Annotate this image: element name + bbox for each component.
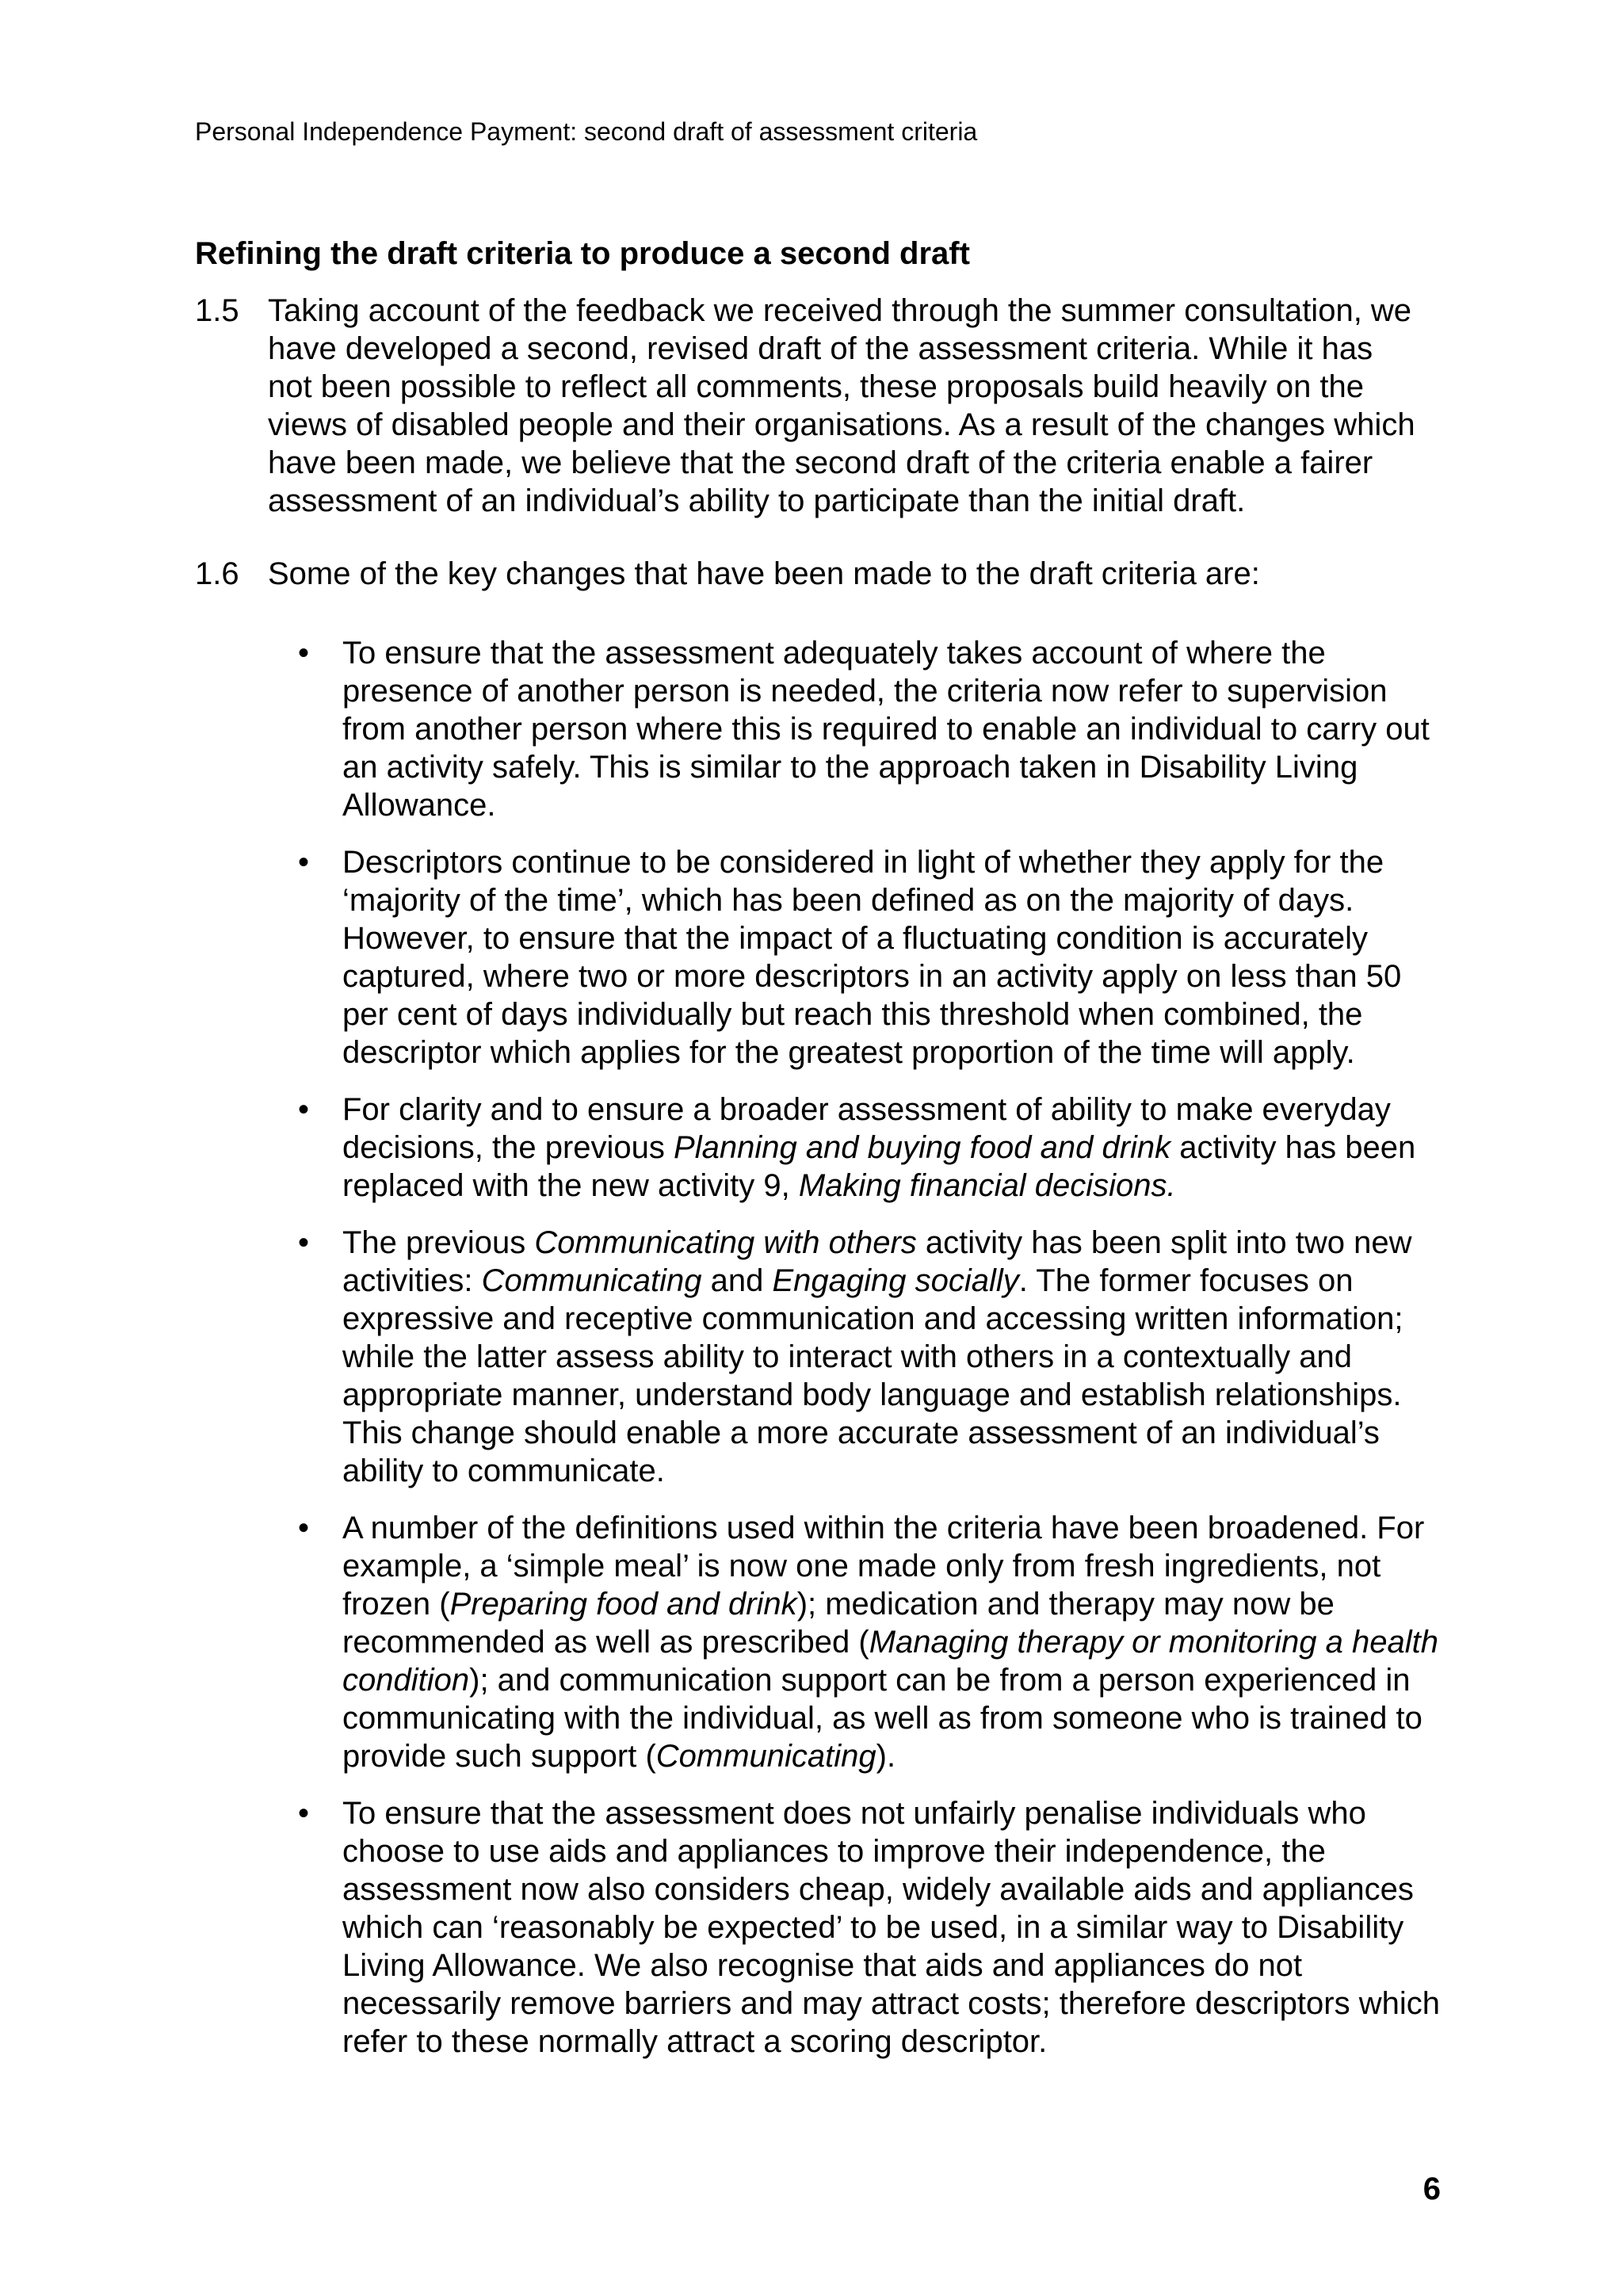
paragraph-1-5 bbox=[195, 292, 1439, 520]
text-run: . The former focuses on expressive and receptive communication and accessing written information; while the latter assess ability to interact with others in a contextually and appropriate manner, understand body language and establish relationships. This change should enable a more accurate assessment of an individual’s ability to communicate. bbox=[342, 1263, 1403, 1488]
list-item-text bbox=[342, 1091, 1449, 1205]
italic-term: Communicating bbox=[481, 1263, 702, 1298]
text-run: The previous bbox=[342, 1225, 535, 1260]
italic-term: Making financial decisions. bbox=[798, 1168, 1176, 1203]
text-run: ); and communication support can be from a person experienced in communicating with the individual, as well as from someone who is trained to provide such support ( bbox=[342, 1663, 1423, 1774]
paragraph-number: 1.5 bbox=[195, 293, 239, 328]
list-item bbox=[292, 634, 1449, 824]
text-run: A number of the definitions used within the criteria have been broadened. For example, a ‘simple meal’ is now one made only from fresh ingredients, not frozen ( bbox=[342, 1511, 1425, 1622]
list-item-text bbox=[342, 1794, 1449, 2061]
bullet-icon: • bbox=[297, 1511, 309, 1545]
bullet-icon: • bbox=[297, 1225, 309, 1260]
paragraph-number: 1.6 bbox=[195, 556, 239, 591]
text-run: To ensure that the assessment adequately takes account of where the presence of another person is needed, the criteria now refer to supervision from another person where this is required to enable an individual to carry out an activity safely. This is similar to the approach taken in Disability Living Allowance. bbox=[342, 636, 1430, 823]
key-changes-list bbox=[292, 634, 1449, 2080]
list-item bbox=[292, 1224, 1449, 1490]
text-run: ); medication and therapy may now be recommended as well as prescribed ( bbox=[342, 1587, 1335, 1660]
page-number: 6 bbox=[1423, 2172, 1441, 2206]
italic-term: Managing therapy or monitoring a health condition bbox=[342, 1625, 1438, 1698]
italic-term: Preparing food and drink bbox=[449, 1587, 797, 1622]
text-run: To ensure that the assessment does not unfairly penalise individuals who choose to use aids and appliances to improve their independence, the assessment now also considers cheap, widely available aids and appliances which can ‘reasonably be expected’ to be used, in a similar way to Disability Living Allowance. We also recognise that aids and appliances do not necessarily remove barriers and may attract costs; therefore descriptors which refer to these normally attract a scoring descriptor. bbox=[342, 1796, 1440, 2059]
list-item bbox=[292, 1091, 1449, 1205]
text-run: activity has been replaced with the new activity 9, bbox=[342, 1130, 1416, 1203]
bullet-icon: • bbox=[297, 636, 309, 670]
paragraph-text: Some of the key changes that have been made to the draft criteria are: bbox=[268, 556, 1260, 591]
text-run: activity has been split into two new activities: bbox=[342, 1225, 1412, 1298]
list-item bbox=[292, 843, 1449, 1072]
list-item bbox=[292, 1509, 1449, 1775]
running-header: Personal Independence Payment: second draft of assessment criteria bbox=[195, 117, 978, 146]
section-heading: Refining the draft criteria to produce a second draft bbox=[195, 236, 970, 271]
italic-term: Communicating bbox=[655, 1739, 876, 1774]
italic-term: Planning and buying food and drink bbox=[674, 1130, 1171, 1165]
list-item bbox=[292, 1794, 1449, 2061]
list-item-text bbox=[342, 1509, 1449, 1775]
bullet-icon: • bbox=[297, 1796, 309, 1831]
list-item-text bbox=[342, 634, 1449, 824]
text-run: Descriptors continue to be considered in light of whether they apply for the ‘majority of the time’, which has been defined as on the majority of days. However, to ensure that the impact of a fluctuating condition is accurately captured, where two or more descriptors in an activity apply on less than 50 per cent of days individually but reach this threshold when combined, the descriptor which applies for the greatest proportion of the time will apply. bbox=[342, 845, 1402, 1070]
italic-term: Communicating with others bbox=[534, 1225, 917, 1260]
text-run: ). bbox=[876, 1739, 896, 1774]
bullet-icon: • bbox=[297, 1092, 309, 1127]
bullet-icon: • bbox=[297, 845, 309, 880]
italic-term: Engaging socially bbox=[772, 1263, 1019, 1298]
text-run: and bbox=[701, 1263, 773, 1298]
list-item-text bbox=[342, 843, 1449, 1072]
paragraph-1-6 bbox=[195, 555, 1439, 593]
paragraph-text: Taking account of the feedback we received through the summer consultation, we have developed a second, revised draft of the assessment criteria. While it has not been possible to reflect all comments, these proposals build heavily on the views of disabled people and their organisations. As a result of the changes which have been made, we believe that the second draft of the criteria enable a fairer assessment of an individual’s ability to participate than the initial draft. bbox=[268, 293, 1415, 518]
text-run: For clarity and to ensure a broader assessment of ability to make everyday decisions, the previous bbox=[342, 1092, 1391, 1165]
list-item-text bbox=[342, 1224, 1449, 1490]
